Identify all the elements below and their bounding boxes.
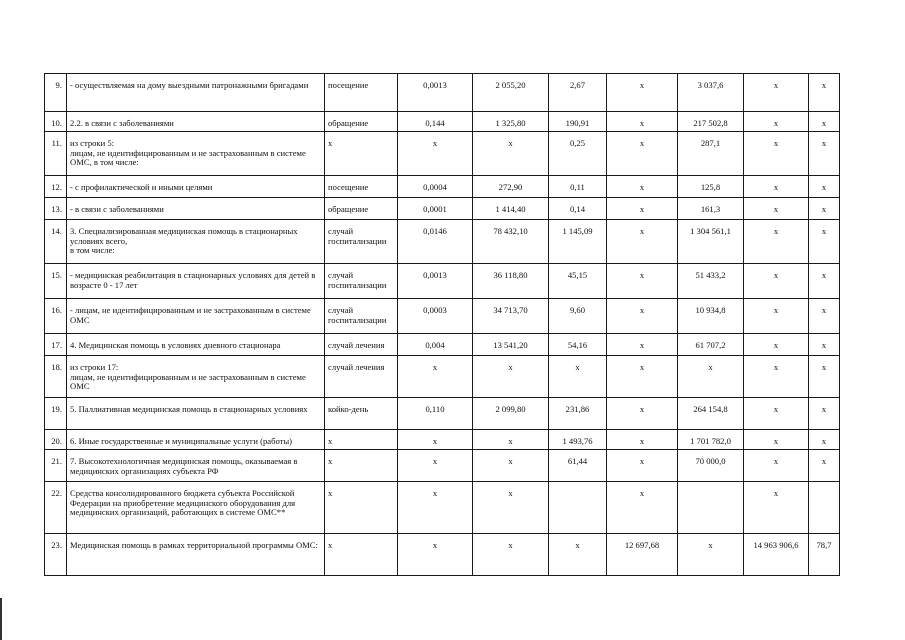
cell-col-6: x: [744, 398, 809, 430]
cell-col-3: 0,11: [549, 176, 607, 198]
cell-col-6: x: [744, 430, 809, 450]
cell-col-6: x: [744, 112, 809, 132]
row-description: - с профилактической и иными целями: [67, 176, 325, 198]
cell-col-4: x: [607, 220, 678, 264]
cell-col-2: x: [473, 132, 549, 176]
cell-col-2: 2 055,20: [473, 74, 549, 112]
row-description: 4. Медицинская помощь в условиях дневного стационара: [67, 334, 325, 356]
cell-col-1: x: [398, 430, 473, 450]
cell-col-4: x: [607, 450, 678, 482]
cell-col-5: 161,3: [678, 198, 744, 220]
row-unit: x: [325, 482, 398, 534]
row-number: 10.: [45, 112, 67, 132]
cell-col-2: x: [473, 356, 549, 398]
row-unit: посещение: [325, 74, 398, 112]
cell-col-1: x: [398, 534, 473, 576]
cell-col-7: x: [809, 334, 840, 356]
row-unit: койко-день: [325, 398, 398, 430]
row-unit: x: [325, 132, 398, 176]
row-number: 16.: [45, 299, 67, 334]
cell-col-7: x: [809, 198, 840, 220]
cell-col-3: 0,14: [549, 198, 607, 220]
cell-col-1: x: [398, 450, 473, 482]
cell-col-1: 0,0013: [398, 264, 473, 299]
table-row: [45, 176, 840, 198]
cell-col-1: 0,0001: [398, 198, 473, 220]
row-description: из строки 5: лицам, не идентифицированным и не застрахованным в системе ОМС, в том числе:: [67, 132, 325, 176]
cell-col-6: x: [744, 482, 809, 534]
cell-col-3: 61,44: [549, 450, 607, 482]
cell-col-5: 125,8: [678, 176, 744, 198]
cell-col-5: 3 037,6: [678, 74, 744, 112]
cell-col-2: 2 099,80: [473, 398, 549, 430]
row-description: 5. Паллиативная медицинская помощь в стационарных условиях: [67, 398, 325, 430]
row-unit: случай госпитализации: [325, 220, 398, 264]
table-row: [45, 534, 840, 576]
cell-col-4: x: [607, 176, 678, 198]
cell-col-7: x: [809, 356, 840, 398]
row-number: 15.: [45, 264, 67, 299]
table-row: [45, 264, 840, 299]
table-row: [45, 398, 840, 430]
cell-col-2: 1 325,80: [473, 112, 549, 132]
cell-col-7: x: [809, 74, 840, 112]
row-number: 17.: [45, 334, 67, 356]
cell-col-2: x: [473, 450, 549, 482]
cell-col-1: 0,144: [398, 112, 473, 132]
cell-col-4: x: [607, 112, 678, 132]
cell-col-3: 9,60: [549, 299, 607, 334]
cell-col-3: x: [549, 356, 607, 398]
cell-col-6: x: [744, 198, 809, 220]
cell-col-4: x: [607, 482, 678, 534]
table-row: [45, 112, 840, 132]
row-unit: обращение: [325, 198, 398, 220]
cell-col-5: 264 154,8: [678, 398, 744, 430]
cell-col-6: x: [744, 450, 809, 482]
row-description: - осуществляемая на дому выездными патронажными бригадами: [67, 74, 325, 112]
cell-col-1: 0,0004: [398, 176, 473, 198]
row-unit: случай лечения: [325, 334, 398, 356]
cell-col-5: 10 934,8: [678, 299, 744, 334]
table-row: [45, 299, 840, 334]
cell-col-4: x: [607, 334, 678, 356]
table-row: [45, 430, 840, 450]
cell-col-7: 78,7: [809, 534, 840, 576]
cell-col-4: x: [607, 299, 678, 334]
table-body: [45, 74, 840, 576]
row-description: из строки 17: лицам, не идентифицированным и не застрахованным в системе ОМС: [67, 356, 325, 398]
table-row: [45, 450, 840, 482]
cell-col-5: 70 000,0: [678, 450, 744, 482]
row-number: 22.: [45, 482, 67, 534]
cell-col-7: x: [809, 450, 840, 482]
row-unit: x: [325, 534, 398, 576]
cell-col-1: 0,110: [398, 398, 473, 430]
row-description: Средства консолидированного бюджета субъекта Российской Федерации на приобретение медицинского оборудования для медицинских организаций, работающих в системе ОМС**: [67, 482, 325, 534]
row-description: 2.2. в связи с заболеваниями: [67, 112, 325, 132]
cell-col-3: 45,15: [549, 264, 607, 299]
cell-col-3: 1 145,09: [549, 220, 607, 264]
cell-col-6: x: [744, 264, 809, 299]
cell-col-4: x: [607, 198, 678, 220]
row-unit: случай госпитализации: [325, 299, 398, 334]
cell-col-3: 2,67: [549, 74, 607, 112]
cell-col-4: x: [607, 398, 678, 430]
cell-col-6: x: [744, 74, 809, 112]
cell-col-4: x: [607, 132, 678, 176]
cell-col-3: 1 493,76: [549, 430, 607, 450]
cell-col-6: x: [744, 220, 809, 264]
cell-col-5: 61 707,2: [678, 334, 744, 356]
row-description: 6. Иные государственные и муниципальные услуги (работы): [67, 430, 325, 450]
cell-col-7: x: [809, 398, 840, 430]
cell-col-5: x: [678, 356, 744, 398]
cell-col-2: 13 541,20: [473, 334, 549, 356]
cell-col-5: 217 502,8: [678, 112, 744, 132]
cell-col-1: 0,0003: [398, 299, 473, 334]
cell-col-1: x: [398, 482, 473, 534]
cell-col-7: x: [809, 176, 840, 198]
cell-col-4: x: [607, 430, 678, 450]
cell-col-5: 1 701 782,0: [678, 430, 744, 450]
cell-col-5: 1 304 561,1: [678, 220, 744, 264]
row-number: 9.: [45, 74, 67, 112]
cell-col-3: 54,16: [549, 334, 607, 356]
cell-col-1: 0,004: [398, 334, 473, 356]
row-number: 12.: [45, 176, 67, 198]
row-number: 20.: [45, 430, 67, 450]
cell-col-2: x: [473, 430, 549, 450]
row-number: 23.: [45, 534, 67, 576]
row-unit: x: [325, 450, 398, 482]
row-number: 13.: [45, 198, 67, 220]
row-number: 21.: [45, 450, 67, 482]
cell-col-3: [549, 482, 607, 534]
cell-col-7: x: [809, 299, 840, 334]
cell-col-2: 1 414,40: [473, 198, 549, 220]
table-row: [45, 198, 840, 220]
row-unit: случай госпитализации: [325, 264, 398, 299]
cell-col-7: x: [809, 112, 840, 132]
cell-col-7: x: [809, 220, 840, 264]
table-row: [45, 132, 840, 176]
data-table: [44, 73, 840, 576]
cell-col-5: [678, 482, 744, 534]
cell-col-3: 190,91: [549, 112, 607, 132]
cell-col-1: 0,0146: [398, 220, 473, 264]
cell-col-5: 51 433,2: [678, 264, 744, 299]
cell-col-7: x: [809, 430, 840, 450]
cell-col-1: 0,0013: [398, 74, 473, 112]
row-unit: посещение: [325, 176, 398, 198]
cell-col-6: x: [744, 299, 809, 334]
scan-edge-mark: [0, 598, 2, 640]
cell-col-2: 36 118,80: [473, 264, 549, 299]
cell-col-4: x: [607, 74, 678, 112]
cell-col-2: 78 432,10: [473, 220, 549, 264]
cell-col-3: 231,86: [549, 398, 607, 430]
row-number: 11.: [45, 132, 67, 176]
row-number: 19.: [45, 398, 67, 430]
table-row: [45, 356, 840, 398]
cell-col-6: x: [744, 132, 809, 176]
row-description: 7. Высокотехнологичная медицинская помощь, оказываемая в медицинских организациях субъекта РФ: [67, 450, 325, 482]
row-number: 14.: [45, 220, 67, 264]
cell-col-2: 272,90: [473, 176, 549, 198]
row-description: - лицам, не идентифицированным и не застрахованным в системе ОМС: [67, 299, 325, 334]
cell-col-7: x: [809, 264, 840, 299]
row-description: - в связи с заболеваниями: [67, 198, 325, 220]
row-description: Медицинская помощь в рамках территориальной программы ОМС:: [67, 534, 325, 576]
row-unit: x: [325, 430, 398, 450]
row-number: 18.: [45, 356, 67, 398]
cell-col-7: [809, 482, 840, 534]
cell-col-2: 34 713,70: [473, 299, 549, 334]
cell-col-5: x: [678, 534, 744, 576]
cell-col-1: x: [398, 132, 473, 176]
cell-col-5: 287,1: [678, 132, 744, 176]
cell-col-4: 12 697,68: [607, 534, 678, 576]
table-row: [45, 334, 840, 356]
cell-col-6: x: [744, 356, 809, 398]
row-unit: случай лечения: [325, 356, 398, 398]
table-row: [45, 74, 840, 112]
cell-col-6: x: [744, 176, 809, 198]
row-description: - медицинская реабилитация в стационарных условиях для детей в возрасте 0 - 17 лет: [67, 264, 325, 299]
cell-col-6: x: [744, 334, 809, 356]
cell-col-4: x: [607, 356, 678, 398]
table-row: [45, 482, 840, 534]
row-unit: обращение: [325, 112, 398, 132]
cell-col-3: x: [549, 534, 607, 576]
cell-col-2: x: [473, 482, 549, 534]
cell-col-2: x: [473, 534, 549, 576]
cell-col-7: x: [809, 132, 840, 176]
cell-col-4: x: [607, 264, 678, 299]
cell-col-1: x: [398, 356, 473, 398]
cell-col-3: 0,25: [549, 132, 607, 176]
table-row: [45, 220, 840, 264]
row-description: 3. Специализированная медицинская помощь в стационарных условиях всего, в том числе:: [67, 220, 325, 264]
cell-col-6: 14 963 906,6: [744, 534, 809, 576]
